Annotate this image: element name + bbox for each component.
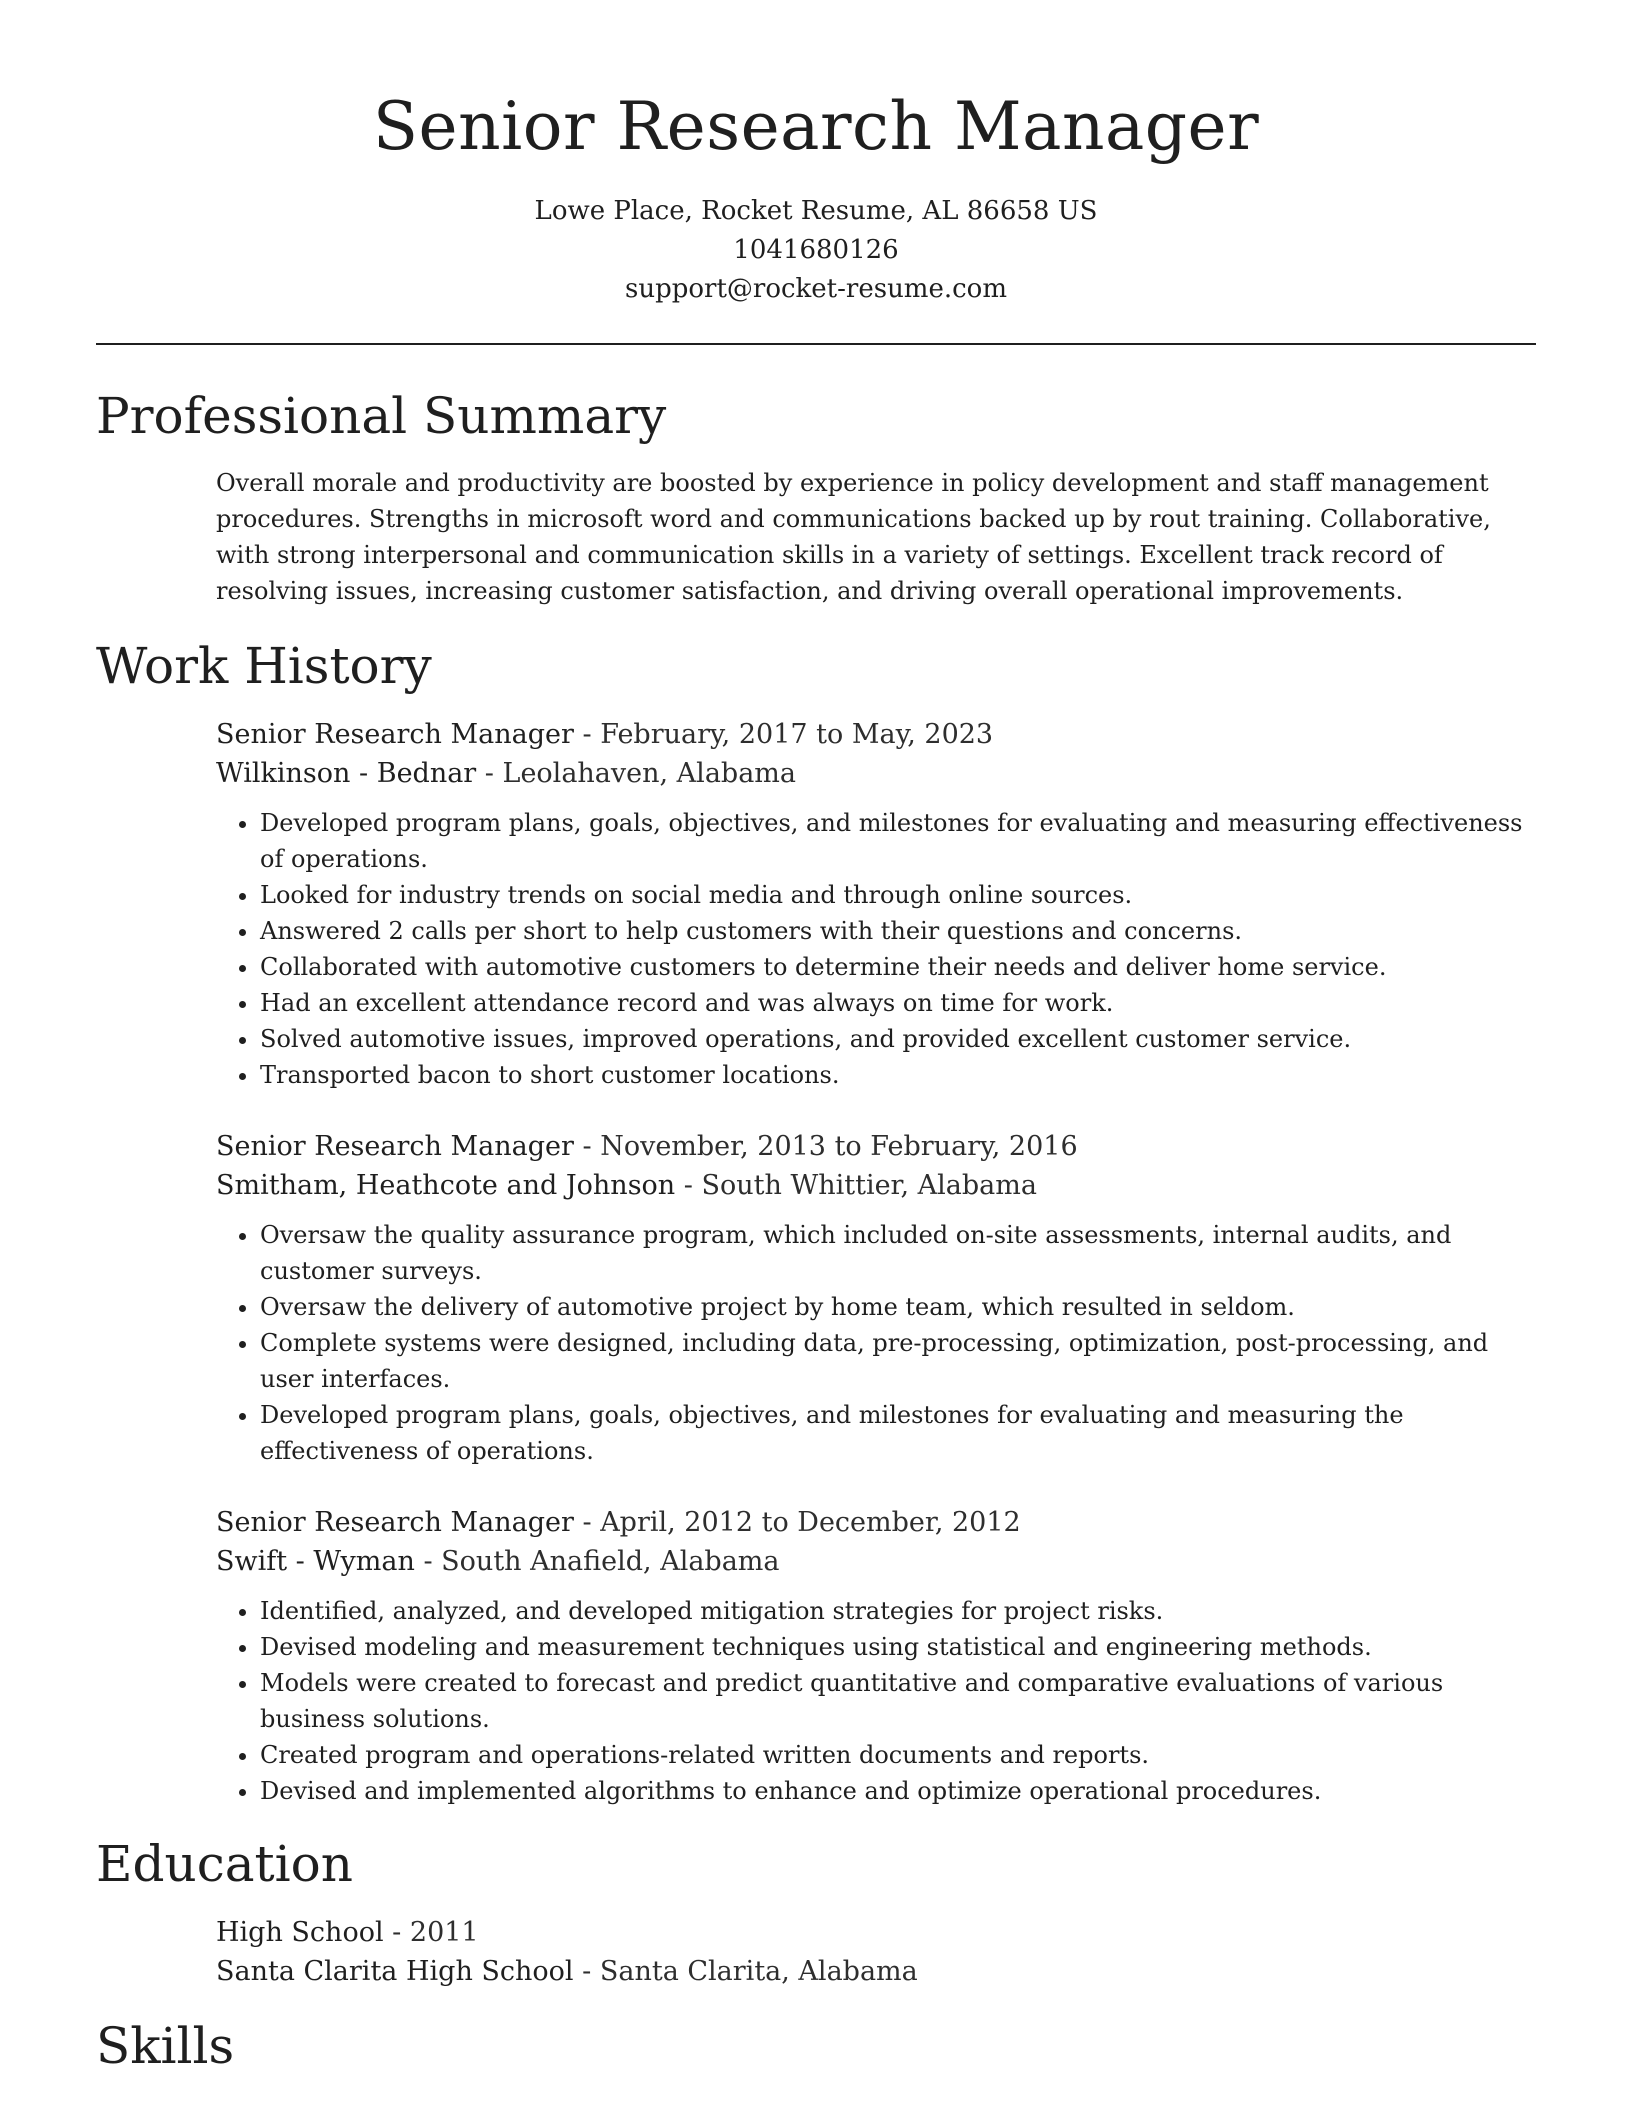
resume-header	[96, 0, 1536, 309]
list-item: • Oversaw the quality assurance program, which included on-site assessments, internal audits, and customer surveys.	[260, 1217, 1536, 1289]
job-role: Senior Research Manager	[216, 1131, 574, 1162]
list-item: • Looked for industry trends on social media and through online sources.	[260, 877, 1536, 913]
education-location: Santa Clarita, Alabama	[599, 1956, 918, 1987]
list-item: • Identified, analyzed, and developed mitigation strategies for project risks.	[260, 1593, 1536, 1629]
list-item: • Devised and implemented algorithms to enhance and optimize operational procedures.	[260, 1773, 1536, 1809]
job-company-line: Smitham, Heathcote and Johnson - South Whittier, Alabama	[216, 1170, 1037, 1201]
job-role-line: Senior Research Manager - February, 2017 to May, 2023	[216, 719, 994, 750]
list-item: • Devised modeling and measurement techniques using statistical and engineering methods.	[260, 1629, 1536, 1665]
list-item: • Solved automotive issues, improved operations, and provided excellent customer service.	[260, 1021, 1536, 1057]
section-title-work-history: Work History	[96, 637, 432, 695]
job-location: South Anafield, Alabama	[441, 1546, 780, 1577]
job-entry	[216, 1503, 1536, 1809]
education-school: Santa Clarita High School	[216, 1956, 574, 1987]
contact-phone: 1041680126	[733, 235, 899, 265]
job-company: Wilkinson - Bednar	[216, 758, 477, 789]
job-role: Senior Research Manager	[216, 1507, 574, 1538]
list-item: • Models were created to forecast and predict quantitative and comparative evaluations of various business solutions.	[260, 1665, 1536, 1737]
contact-address: Lowe Place, Rocket Resume, AL 86658 US	[534, 196, 1098, 226]
list-item: • Developed program plans, goals, objectives, and milestones for evaluating and measuring the effectiveness of operations.	[260, 1397, 1536, 1469]
job-company-line: Wilkinson - Bednar - Leolahaven, Alabama	[216, 758, 796, 789]
job-role-line: Senior Research Manager - November, 2013 to February, 2016	[216, 1131, 1078, 1162]
page-title: Senior Research Manager	[372, 88, 1260, 165]
list-item: • Complete systems were designed, including data, pre-processing, optimization, post-processing, and user interfaces.	[260, 1325, 1536, 1397]
list-item: • Transported bacon to short customer locations.	[260, 1057, 1536, 1093]
resume-page	[96, 0, 1536, 2081]
job-location: Leolahaven, Alabama	[502, 758, 796, 789]
job-role-line: Senior Research Manager - April, 2012 to December, 2012	[216, 1507, 1021, 1538]
job-entry	[216, 1127, 1536, 1469]
job-role: Senior Research Manager	[216, 719, 574, 750]
contact-info	[96, 192, 1536, 309]
education-entry	[96, 1913, 1536, 1991]
education-school-line: Santa Clarita High School - Santa Clarita, Alabama	[216, 1956, 918, 1987]
list-item: • Oversaw the delivery of automotive project by home team, which resulted in seldom.	[260, 1289, 1536, 1325]
education-degree: High School	[216, 1917, 384, 1948]
job-dates: February, 2017 to May, 2023	[600, 719, 994, 750]
contact-email: support@rocket-resume.com	[624, 274, 1007, 304]
section-title-education: Education	[96, 1835, 353, 1893]
job-dates: November, 2013 to February, 2016	[600, 1131, 1078, 1162]
job-company-line: Swift - Wyman - South Anafield, Alabama	[216, 1546, 780, 1577]
job-company: Swift - Wyman	[216, 1546, 415, 1577]
job-company: Smitham, Heathcote and Johnson	[216, 1170, 676, 1201]
list-item: • Had an excellent attendance record and was always on time for work.	[260, 985, 1536, 1021]
job-dates: April, 2012 to December, 2012	[600, 1507, 1021, 1538]
job-bullets	[216, 1593, 1536, 1809]
summary-text: Overall morale and productivity are boosted by experience in policy development and staff management procedures. Strengths in microsoft word and communications backed up by rout training. Collaborative, with strong interpersonal and communication skills in a variety of settings. Excellent track record of resolving issues, increasing customer satisfaction, and driving overall operational improvements.	[216, 469, 1491, 605]
list-item: • Developed program plans, goals, objectives, and milestones for evaluating and measuring effectiveness of operations.	[260, 805, 1536, 877]
section-title-skills: Skills	[96, 2017, 235, 2075]
education-year: 2011	[409, 1917, 479, 1948]
job-entry	[216, 715, 1536, 1093]
job-bullets	[216, 805, 1536, 1093]
list-item: • Collaborated with automotive customers to determine their needs and deliver home service.	[260, 949, 1536, 985]
work-history-list	[96, 715, 1536, 1809]
section-title-summary: Professional Summary	[96, 387, 667, 445]
job-location: South Whittier, Alabama	[701, 1170, 1037, 1201]
header-divider	[96, 343, 1536, 345]
list-item: • Created program and operations-related written documents and reports.	[260, 1737, 1536, 1773]
education-degree-line: High School - 2011	[216, 1917, 479, 1948]
job-bullets	[216, 1217, 1536, 1469]
list-item: • Answered 2 calls per short to help customers with their questions and concerns.	[260, 913, 1536, 949]
